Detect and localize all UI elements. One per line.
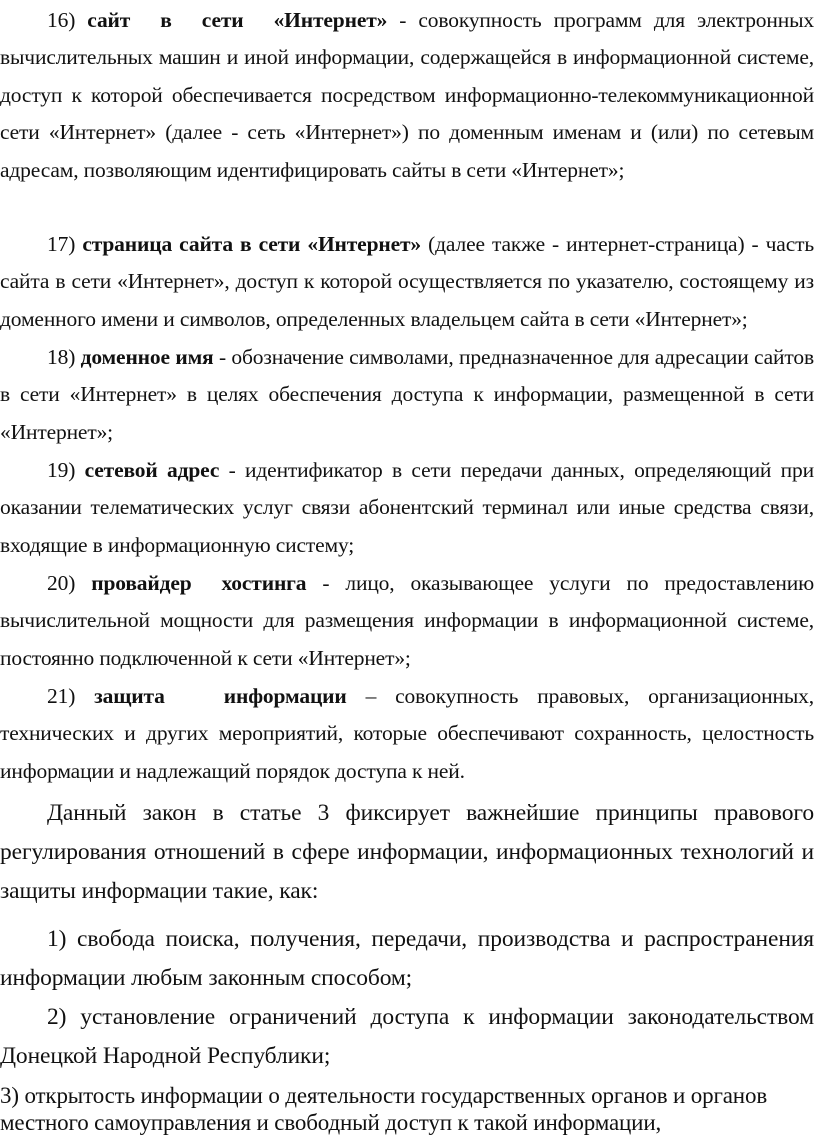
definition-text: лицо, оказывающее услуги по предоставлению вычислительной мощности для размещения информации в информационной системе, постоянно подключенной к сети «Интернет»; bbox=[0, 571, 814, 670]
definition-text: обозначение символами, предназначенное для адресации сайтов в сети «Интернет» в целях обеспечения доступа к информации, размещенной в сети «Интернет»; bbox=[0, 345, 814, 444]
principle-text: свобода поиска, получения, передачи, производства и распространения информации любым законным способом; bbox=[0, 926, 814, 991]
definition-term: сетевой адрес bbox=[84, 458, 220, 482]
definition-text: идентификатор в сети передачи данных, определяющий при оказании телематических услуг связи абонентский терминал или иные средства связи, входящие в информационную систему; bbox=[0, 458, 814, 557]
definition-17 bbox=[0, 226, 814, 338]
principle-number: 1) bbox=[47, 926, 67, 952]
definition-separator: - bbox=[306, 571, 346, 595]
definition-18 bbox=[0, 339, 814, 451]
definition-separator: - bbox=[213, 345, 232, 369]
definition-text: совокупность программ для электронных вычислительных машин и иной информации, содержащейся в информационной системе, доступ к которой обеспечивается посредством информационно-телекоммуникационной сети «Интернет» (далее - сеть «Интернет») по доменным именам и (или) по сетевым адресам, позволяющим идентифицировать сайты в сети «Интернет»; bbox=[0, 8, 814, 182]
definition-text: совокупность правовых, организационных, технических и других мероприятий, которые обеспечивают сохранность, целостность информации и надлежащий порядок доступа к ней. bbox=[0, 684, 814, 783]
principle-2 bbox=[0, 998, 814, 1076]
definition-separator: – bbox=[346, 684, 396, 708]
definition-16 bbox=[0, 2, 814, 189]
intro-paragraph: Данный закон в статье 3 фиксирует важнейшие принципы правового регулирования отношений в сфере информации, информационных технологий и защиты информации такие, как: bbox=[0, 800, 814, 904]
definition-number: 20) bbox=[47, 571, 76, 595]
principle-number: 2) bbox=[47, 1004, 67, 1030]
principle-1 bbox=[0, 920, 814, 998]
definition-term: страница сайта в сети «Интернет» bbox=[82, 232, 422, 256]
definition-term: защита информации bbox=[94, 684, 347, 708]
principle-3 bbox=[0, 1082, 814, 1136]
definition-number: 18) bbox=[47, 345, 76, 369]
definition-term: доменное имя bbox=[80, 345, 214, 369]
definition-number: 17) bbox=[47, 232, 76, 256]
definition-21 bbox=[0, 678, 814, 790]
principle-text: установление ограничений доступа к информации законодательством Донецкой Народной Республики; bbox=[0, 1004, 814, 1069]
principle-number: 3) bbox=[0, 1083, 19, 1108]
definition-20 bbox=[0, 565, 814, 677]
definition-separator: - bbox=[219, 458, 246, 482]
definition-19 bbox=[0, 452, 814, 564]
definition-text: (далее также - интернет-страница) - часть сайта в сети «Интернет», доступ к которой осуществляется по указателю, состоящему из доменного имени и символов, определенных владельцем сайта в сети «Интернет»; bbox=[0, 232, 814, 331]
definition-term: сайт в сети «Интернет» bbox=[87, 8, 388, 32]
definition-number: 21) bbox=[47, 684, 76, 708]
definition-number: 16) bbox=[47, 8, 76, 32]
principle-text: открытость информации о деятельности государственных органов и органов местного самоуправления и свободный доступ к такой информации, bbox=[0, 1083, 768, 1135]
definition-term: провайдер хостинга bbox=[91, 571, 307, 595]
definition-separator: - bbox=[387, 8, 419, 32]
definition-number: 19) bbox=[47, 458, 76, 482]
